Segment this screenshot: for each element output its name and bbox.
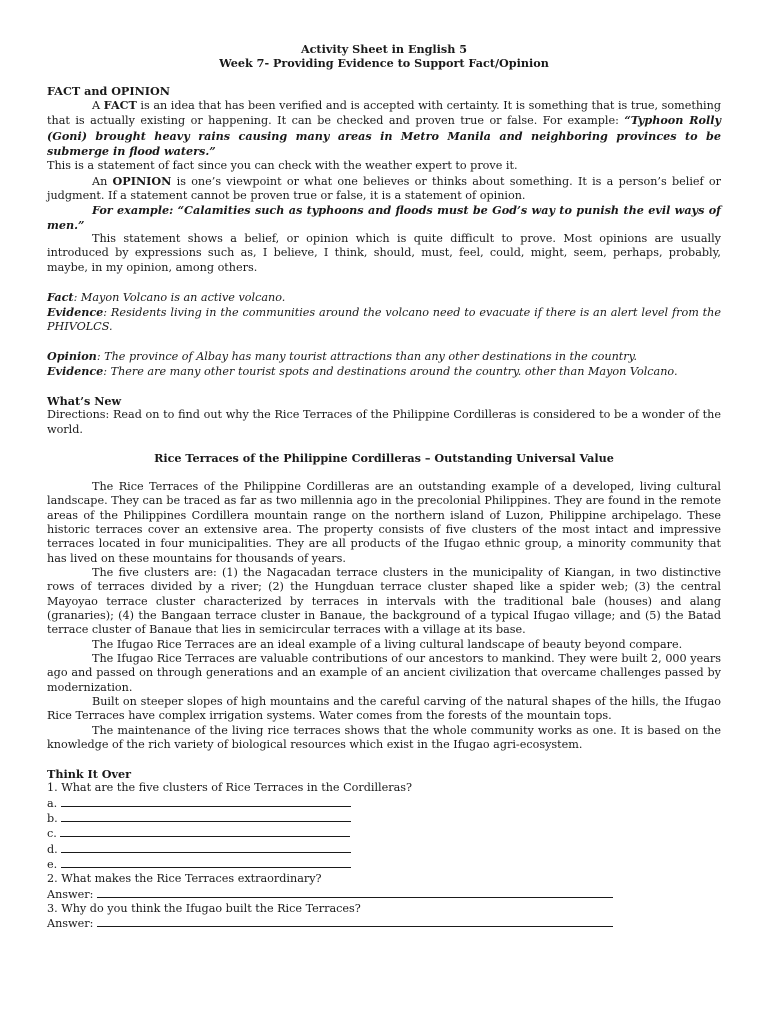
opinion-term: OPINION: [112, 173, 172, 188]
fact-label: Fact: [47, 289, 74, 304]
answer-blank[interactable]: [61, 796, 351, 807]
article-paragraph: The Ifugao Rice Terraces are valuable contributions of our ancestors to mankind. They were built 2, 000 years ago and passed on through generations and an example of an ancient civilization that overcame challenges passed by modernization.: [47, 652, 721, 694]
article-paragraph: Built on steeper slopes of high mountains and the careful carving of the natural shapes of the hills, the Ifugao Rice Terraces have complex irrigation systems. Water comes from the forests of the mountain tops.: [47, 695, 721, 723]
question-3: 3. Why do you think the Ifugao built the Rice Terraces?: [47, 901, 361, 915]
answer-line-b: b.: [47, 811, 721, 826]
answer-blank[interactable]: [61, 811, 351, 822]
answer-line-d: d.: [47, 842, 721, 857]
document-title: Activity Sheet in English 5: [300, 42, 468, 56]
answer-blank[interactable]: [60, 826, 350, 837]
article-paragraph: The Ifugao Rice Terraces are an ideal example of a living cultural landscape of beauty beyond compare.: [92, 637, 683, 651]
fact-definition: A FACT is an idea that has been verified and is accepted with certainty. It is something that is true, something that is actually existing or happening. It can be checked and proven true or false. For example: “Typhoon Rolly (Goni) brought heavy rains causing many areas in Metro Manila and neighboring provinces to be submerge in flood waters.”: [47, 98, 721, 159]
fact-evidence: Evidence: Residents living in the communities around the volcano need to evacuate if there is an alert level from the PHIVOLCS.: [47, 304, 721, 334]
fact-sample: Fact: Mayon Volcano is an active volcano.: [47, 289, 286, 304]
whats-new-heading: What’s New: [47, 393, 122, 408]
article-paragraph: The maintenance of the living rice terraces shows that the whole community works as one. It is based on the knowledge of the rich variety of biological resources which exist in the Ifugao agri-ecosystem.: [47, 723, 721, 752]
evidence-label: Evidence: [47, 364, 104, 379]
whats-new-directions: Directions: Read on to find out why the Rice Terraces of the Philippine Cordilleras is considered to be a wonder of the world.: [47, 408, 721, 436]
opinion-definition: An OPINION is one’s viewpoint or what one believes or thinks about something. It is a person’s belief or judgment. If a statement cannot be proven true or false, it is a statement of opinion.: [47, 173, 721, 203]
document-subtitle: Week 7- Providing Evidence to Support Fact/Opinion: [219, 56, 549, 71]
answer-blank[interactable]: [61, 842, 351, 853]
fact-opinion-heading: FACT and OPINION: [47, 83, 171, 98]
opinion-note: This statement shows a belief, or opinion which is quite difficult to prove. Most opinions are usually introduced by expressions such as, I believe, I think, should, must, feel, could, might, seem, perhaps, probably, maybe, in my opinion, among others.: [47, 232, 721, 274]
opinion-example: For example: “Calamities such as typhoons and floods must be God’s way to punish the evil ways of men.”: [47, 203, 721, 232]
answer-blank[interactable]: [97, 887, 613, 898]
answer-line-c: c.: [47, 826, 721, 841]
opinion-evidence: Evidence: There are many other tourist spots and destinations around the country. other than Mayon Volcano.: [47, 364, 678, 379]
article-title: Rice Terraces of the Philippine Cordilleras – Outstanding Universal Value: [154, 451, 614, 466]
opinion-label: Opinion: [47, 348, 97, 363]
article-paragraph: The five clusters are: (1) the Nagacadan terrace clusters in the municipality of Kiangan, in two distinctive rows of terraces divided by a river; (2) the Hungduan terrace cluster shaped like a spider web; (3) the central Mayoyao terrace cluster characterized by terraces in intervals with the traditional bale (houses) and alang (granaries); (4) the Bangaan terrace cluster in Banaue, the background of a typical Ifugao village; and (5) the Batad terrace cluster of Banaue that lies in semicircular terraces with a village at its base.: [47, 566, 721, 637]
answer-line-e: e.: [47, 857, 721, 872]
answer-blank[interactable]: [97, 916, 613, 927]
answer-line-a: a.: [47, 796, 721, 811]
answer-blank[interactable]: [61, 857, 351, 868]
answer-line-q3: Answer:: [47, 916, 721, 931]
fact-example: “Typhoon Rolly (Goni) brought heavy rains causing many areas in Metro Manila and neighboring provinces to be submerge in flood waters.”: [47, 113, 721, 159]
evidence-label: Evidence: [47, 304, 104, 319]
question-2: 2. What makes the Rice Terraces extraordinary?: [47, 872, 322, 886]
question-1: 1. What are the five clusters of Rice Terraces in the Cordilleras?: [47, 781, 413, 795]
answer-line-q2: Answer:: [47, 887, 721, 902]
activity-sheet: [47, 42, 721, 932]
fact-note: This is a statement of fact since you can check with the weather expert to prove it.: [47, 159, 518, 173]
article-paragraph: The Rice Terraces of the Philippine Cordilleras are an outstanding example of a developed, living cultural landscape. They can be traced as far as two millennia ago in the precolonial Philippines. They are found in the remote areas of the Philippines Cordillera mountain range on the northern island of Luzon, Philippine archipelago. These historic terraces cover an extensive area. The property consists of five clusters of the most intact and impressive terraces located in four municipalities. They are all products of the Ifugao ethnic group, a minority community that has lived on these mountains for thousands of years.: [47, 479, 721, 565]
think-it-over-heading: Think It Over: [47, 766, 132, 781]
opinion-sample: Opinion: The province of Albay has many tourist attractions than any other destinations in the country.: [47, 348, 638, 363]
fact-term: FACT: [103, 98, 137, 113]
